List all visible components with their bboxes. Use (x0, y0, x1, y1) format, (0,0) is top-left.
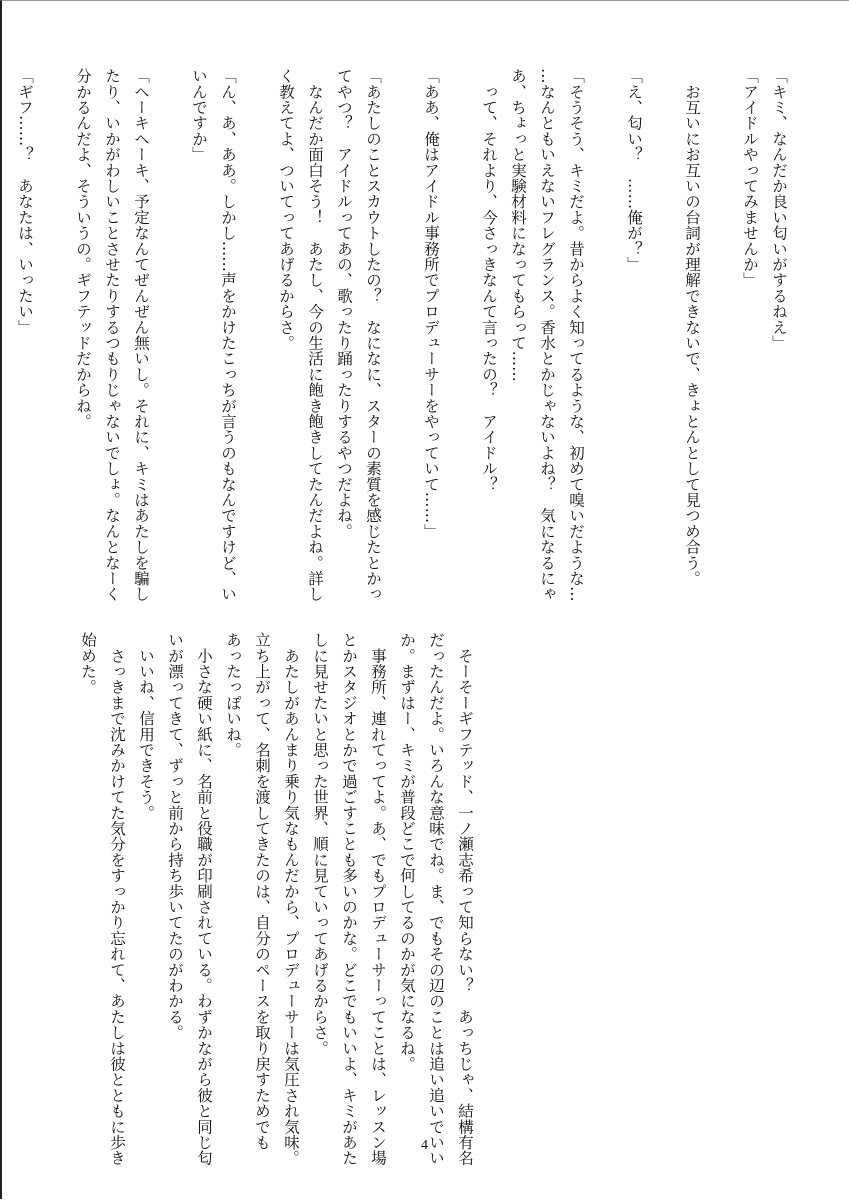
text-line: 「あたしのことスカウトしたの？ なになに、スターの素質を感じたとかっ (364, 68, 382, 602)
text-line: たり、いかがわしいことさせたりするつもりじゃないでしょ。なんとなーく (103, 68, 121, 602)
text-line: か。まずはー、キミが普段どこで何してるのかが気になるね。 (398, 632, 416, 1072)
text-line: あ、ちょっと実験材料になってもらって…… (509, 68, 527, 382)
text-line (706, 68, 735, 568)
text-line: あたしがあんまり乗り気なもんだから、プロデューサーは気圧され気味。 (282, 632, 300, 1166)
text-line: 立ち上がって、名刺を渡してきたのは、自分のペースを取り戻すためでも (253, 632, 271, 1151)
text-line (590, 68, 619, 568)
text-line: お互いにお互いの台詞が理解できないで、きょとんとして見つめ合う。 (683, 68, 701, 587)
text-line (387, 68, 416, 568)
text-line: 小さな硬い紙に、名前と役職が印刷されている。わずかながら彼と同じ匂 (195, 632, 213, 1166)
text-line: いが漂ってきて、ずっと前から持ち歩いてたのがわかる。 (166, 632, 184, 1041)
text-line: とかスタジオとかで過ごすことも多いのかな。どこでもいいよ、キミがあた (340, 632, 358, 1166)
upper-text-block (10, 68, 793, 602)
text-line: 「キミ、なんだか良い匂いがするねえ」 (770, 68, 788, 351)
text-line: 始めた。 (79, 632, 97, 695)
text-line (648, 68, 677, 568)
text-line: 事務所、連れてってよ。あ、でもプロデューサーってことは、レッスン場 (369, 632, 387, 1166)
text-line: 「アイドルやってみませんか」 (741, 68, 759, 288)
lower-text-block (73, 632, 479, 1166)
text-line: 「ああ、俺はアイドル事務所でプロデューサーをやっていて……」 (422, 68, 440, 539)
text-line: 分かるんだよ、そういうの。ギフテッドだからね。 (74, 68, 92, 430)
text-line (445, 68, 474, 568)
text-line (39, 68, 68, 568)
text-line (155, 68, 184, 568)
text-line: あったっぽいね。 (224, 632, 242, 758)
text-line: って、それより、今さっきなんて言ったの？ アイドル？ (480, 68, 498, 492)
text-line: そーそーギフテッド、一ノ瀬志希って知らない？ あっちじゃ、結構有名 (456, 632, 474, 1166)
text-line (242, 68, 271, 568)
text-line: 「そうそう、キミだよ。昔からよく知ってるような、初めて嗅いだような… (567, 68, 585, 602)
text-line: てやつ？ アイドルってあの、歌ったり踊ったりするやつだよね。 (335, 68, 353, 539)
text-line: しに見せたいと思った世界、順に見ていってあげるからさ。 (311, 632, 329, 1056)
text-line: …なんともいえないフレグランス。香水とかじゃないよね？ 気になるにゃ (538, 68, 556, 602)
text-line: いんですか」 (190, 68, 208, 163)
text-line: く教えてよ、ついてってあげるからさ。 (277, 68, 295, 351)
text-line: いいね、信用できそう。 (137, 632, 155, 821)
text-line: だったんだよ。いろんな意味でね。ま、でもその辺のことは追い追いでいい (427, 632, 445, 1166)
text-line: なんだか面白そう！ あたし、今の生活に飽き飽きしてたんだよね。詳し (306, 68, 324, 602)
page-number: 4 (421, 1138, 428, 1153)
text-line: 「ん、あ、ああ。しかし……声をかけたこっちが言うのもなんですけど、い (219, 68, 237, 602)
text-line: さっきまで沈みかけてた気分をすっかり忘れて、あたしは彼とともに歩き (108, 632, 126, 1166)
text-line: 「ギフ……？ あなたは、いったい」 (16, 68, 34, 335)
text-line: 「ヘーキヘーキ、予定なんてぜんぜん無いし。それに、キミはあたしを騙し (132, 68, 150, 602)
text-line: 「え、匂い？ ……俺が？」 (625, 68, 643, 273)
